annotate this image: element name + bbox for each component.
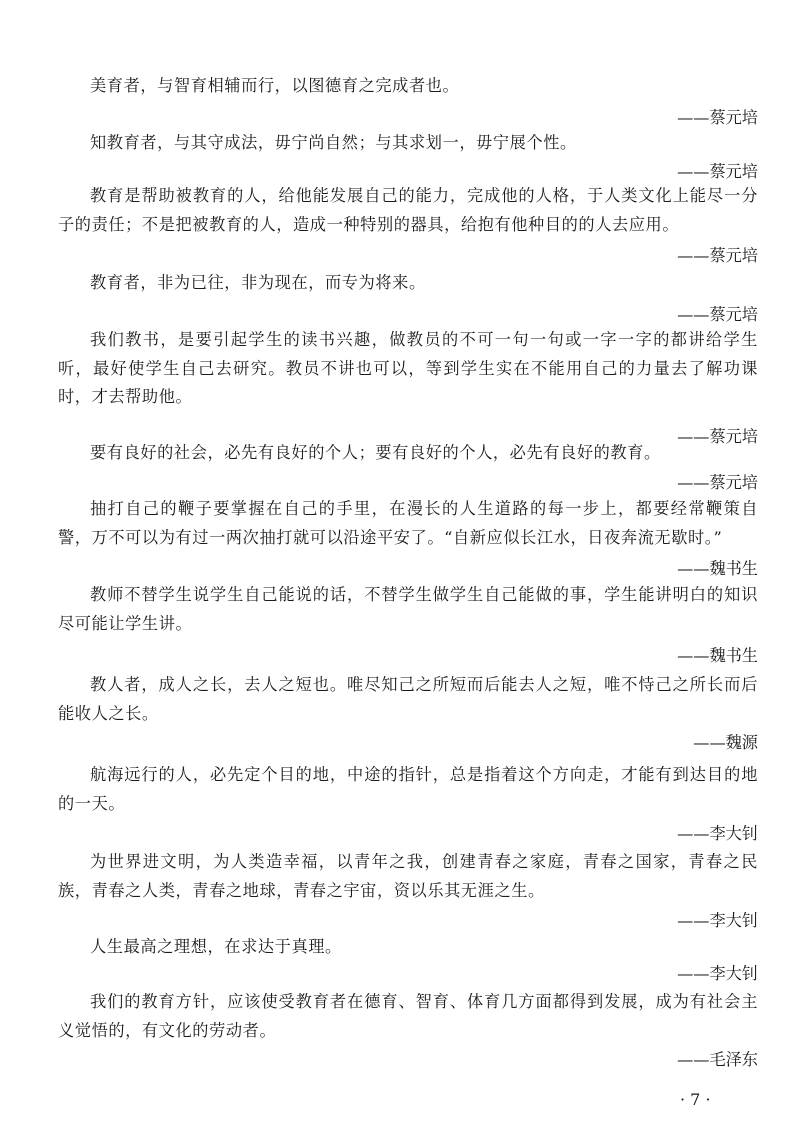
quote-text: 航海远行的人，必先定个目的地，中途的指针，总是指着这个方向走，才能有到达目的地的一天。 [58,765,758,813]
quote-4 [58,269,758,324]
quote-3 [58,182,758,265]
quote-text: 知教育者，与其守成法，毋宁尚自然；与其求划一，毋宁展个性。 [90,133,577,152]
quote-text: 教人者，成人之长，去人之短也。唯尽知己之所短而后能去人之短，唯不恃己之所长而后能收人之长。 [58,675,758,723]
quote-text: 我们的教育方针，应该使受教育者在德育、智育、体育几方面都得到发展，成为有社会主义觉悟的，有文化的劳动者。 [58,992,758,1040]
quote-2 [58,129,758,181]
quote-author: ——蔡元培 [677,305,758,324]
quote-7 [58,495,758,578]
quote-text: 教育是帮助被教育的人，给他能发展自己的能力，完成他的人格，于人类文化上能尽一分子的责任；不是把被教育的人，造成一种特别的器具，给抱有他种目的的人去应用。 [58,186,758,234]
quote-1 [58,72,758,127]
quote-author: ——魏书生 [677,559,758,578]
quote-author: ——李大钊 [677,824,758,843]
quote-text: 要有良好的社会，必先有良好的个人；要有良好的个人，必先有良好的教育。 [90,443,661,462]
page-number: · 7 · [680,1090,711,1109]
quote-text: 美育者，与智育相辅而行，以图德育之完成者也。 [90,76,460,95]
quote-author: ——蔡元培 [677,246,758,265]
quote-10 [58,761,758,843]
quote-text: 为世界进文明，为人类造幸福，以青年之我，创建青春之家庭，青春之国家，青春之民族，青春之人类，青春之地球，青春之宇宙，资以乐其无涯之生。 [58,852,758,900]
quote-author: ——李大钊 [677,964,758,983]
quote-author: ——蔡元培 [677,162,758,181]
quote-text: 我们教书，是要引起学生的读书兴趣，做教员的不可一句一句或一字一字的都讲给学生听，最好使学生自己去研究。教员不讲也可以，等到学生实在不能用自己的力量去了解功课时，才去帮助他。 [58,330,758,406]
quote-13 [58,988,758,1069]
quote-author: ——李大钊 [677,911,758,930]
quote-text: 人生最高之理想，在求达于真理。 [90,937,342,956]
quote-text: 教师不替学生说学生自己能说的话，不替学生做学生自己能做的事，学生能讲明白的知识尽可能让学生讲。 [58,585,758,633]
quote-author: ——毛泽东 [677,1050,758,1069]
quote-8 [58,581,758,665]
quote-author: ——蔡元培 [677,108,758,127]
quote-author: ——蔡元培 [677,473,758,492]
quote-author: ——蔡元培 [677,427,758,446]
quote-author: ——魏书生 [677,646,758,665]
quote-12 [58,933,758,983]
quote-text: 抽打自己的鞭子要掌握在自己的手里，在漫长的人生道路的每一步上，都要经常鞭策自警，万不可以为有过一两次抽打就可以沿途平安了。“自新应似长江水，日夜奔流无歇时。” [58,499,758,547]
quote-11 [58,848,758,930]
quote-9 [58,671,758,752]
quote-5 [58,326,758,446]
quote-6 [58,439,758,492]
quote-text: 教育者，非为已往，非为现在，而专为将来。 [90,273,426,292]
quote-author: ——魏源 [693,733,758,752]
